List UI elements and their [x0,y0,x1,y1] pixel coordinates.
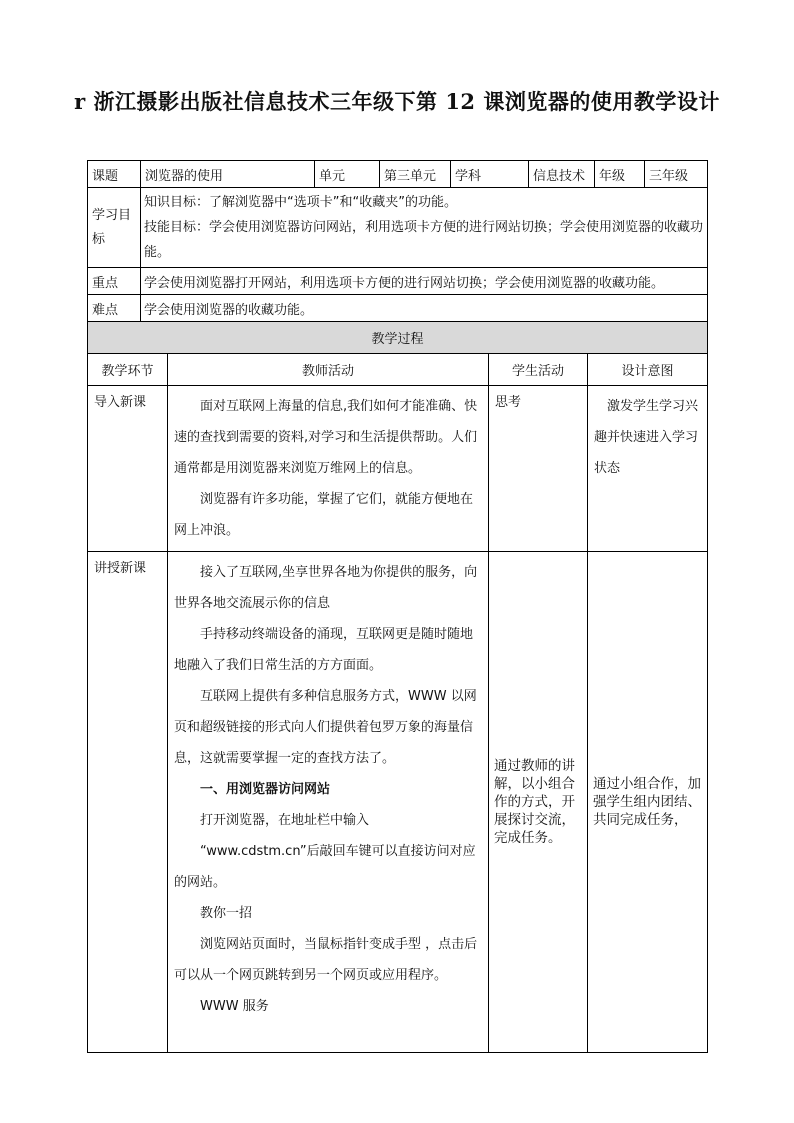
student-intro: 思考 [489,386,588,552]
objective-skill: 技能目标：学会使用浏览器访问网站，利用选项卡方便的进行网站切换；学会使用浏览器的收藏功能。 [144,220,704,260]
document-title: r 浙江摄影出版社信息技术三年级下第 12 课浏览器的使用教学设计 [74,89,720,114]
info-row-difficulty [88,295,708,322]
unit-value: 第三单元 [380,161,451,188]
teacher-teach-p3: 互联网上提供有多种信息服务方式，WWW 以网页和超级链接的形式向人们提供着包罗万象的海量信息，这就需要掌握一定的查找方法了。 [174,689,477,766]
objectives-value [141,188,708,268]
subject-label: 学科 [451,161,529,188]
unit-label: 单元 [315,161,380,188]
row-intro [88,386,708,552]
teacher-teach-heading: 一、用浏览器访问网站 [200,782,331,797]
subject-value: 信息技术 [529,161,595,188]
intent-teach: 通过小组合作，加强学生组内团结、共同完成任务， [588,552,708,1053]
col-stage: 教学环节 [88,354,168,386]
objectives-label: 学习目标 [88,188,141,268]
col-intent: 设计意图 [588,354,708,386]
key-label: 重点 [88,268,141,295]
stage-intro: 导入新课 [88,386,168,552]
info-row-topic [88,161,708,188]
topic-label: 课题 [88,161,141,188]
key-value: 学会使用浏览器打开网站，利用选项卡方便的进行网站切换；学会使用浏览器的收藏功能。 [141,268,708,295]
objective-knowledge: 知识目标：了解浏览器中“选项卡”和“收藏夹”的功能。 [144,195,457,210]
teacher-teach [168,552,489,1053]
process-header: 教学过程 [88,322,708,354]
teacher-teach-p5: 打开浏览器，在地址栏中输入 [200,813,370,828]
difficulty-value: 学会使用浏览器的收藏功能。 [141,295,708,322]
col-teacher: 教师活动 [168,354,489,386]
teacher-intro-p1: 面对互联网上海量的信息,我们如何才能准确、快速的查找到需要的资料,对学习和生活提供帮助。人们通常都是用浏览器来浏览万维网上的信息。 [174,399,478,476]
teacher-teach-p2: 手持移动终端设备的涌现，互联网更是随时随地地融入了我们日常生活的方方面面。 [174,627,474,673]
teaching-process-table [87,321,708,1053]
student-teach: 通过教师的讲解，以小组合作的方式，开展探讨交流，完成任务。 [489,552,588,1053]
teacher-teach-p9: WWW 服务 [200,999,269,1014]
stage-teach: 讲授新课 [88,552,168,1053]
teacher-intro [168,386,489,552]
topic-value: 浏览器的使用 [141,161,315,188]
teacher-intro-p2: 浏览器有许多功能，掌握了它们，就能方便地在网上冲浪。 [174,492,474,538]
teacher-teach-p7: 教你一招 [200,906,253,921]
difficulty-label: 难点 [88,295,141,322]
teacher-teach-p6: “www.cdstm.cn”后敲回车键可以直接访问对应的网站。 [174,844,476,890]
process-header-row [88,322,708,354]
info-row-key [88,268,708,295]
grade-label: 年级 [595,161,645,188]
row-teach [88,552,708,1053]
teacher-teach-p1: 接入了互联网,坐享世界各地为你提供的服务，向世界各地交流展示你的信息 [174,565,478,611]
grade-value: 三年级 [645,161,708,188]
col-student: 学生活动 [489,354,588,386]
info-row-objectives [88,188,708,268]
lesson-info-table [87,160,708,322]
intent-intro: 激发学生学习兴趣并快速进入学习状态 [588,386,708,552]
column-header-row [88,354,708,386]
teacher-teach-p8: 浏览网站页面时，当鼠标指针变成手型 ，点击后可以从一个网页跳转到另一个网页或应用程序。 [174,937,478,983]
